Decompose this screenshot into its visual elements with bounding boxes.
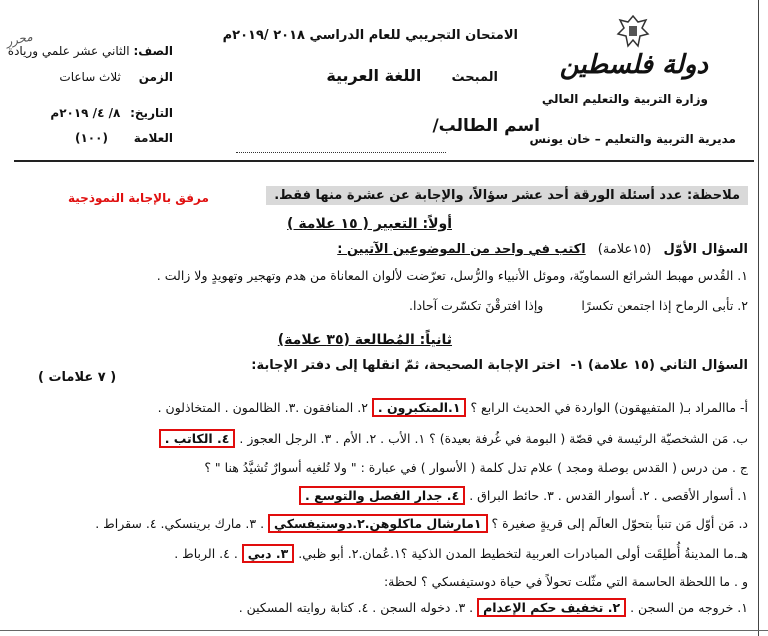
section1-title: أولاً: التعبير ( ١٥ علامة ) (287, 216, 452, 232)
subject-line (326, 66, 498, 85)
q1-item2 (409, 298, 748, 313)
q1-item2-a: تأبى الرماح إذا اجتمعن تكسرًا (581, 298, 734, 313)
d-answer-highlight: ١مارشال ماكلوهن.٢.دوستيفسكي (268, 514, 487, 533)
b-stem: ب. مَن الشخصيّة الرئيسة في قصّة ( البومة في غُرفة بعيدة) ؟ ١. الأب . ٢. الأم . ٣. الرجل العجوز . (239, 431, 748, 446)
bottom-border-line (0, 630, 768, 631)
date-label: التاريخ: (130, 106, 173, 120)
b-answer-highlight: ٤. الكاتب . (159, 429, 236, 448)
time-value: ثلاث ساعات (59, 70, 121, 84)
q2-item-c: ج . من درس ( القدس بوصلة ومجد ) علام تدل كلمة ( الأسوار ) في عبارة : " ولا تُلغيه أسوارٌ تُشيَّدُ هنا " ؟ (204, 460, 748, 475)
date-value: ٨/ ٤/ ٢٠١٩م (50, 106, 121, 120)
student-name-dotted-line (236, 152, 446, 153)
q1-instruction: اكتب في واحد من الموضوعين الآتيين : (337, 242, 586, 257)
d-rest: . ٣. مارك برينسكي. ٤. سقراط . (95, 516, 265, 531)
q1-marks: (١٥علامة) (597, 242, 652, 257)
time-line (59, 70, 173, 84)
logo-line1: دولة فلسطين (559, 50, 708, 80)
q2-item-b (159, 431, 748, 446)
e-rest: . ٤. الرباط . (174, 546, 238, 561)
q2-item-a (158, 400, 748, 415)
attached-answer-note: مرفق بالإجابة النموذجية (68, 191, 209, 205)
subject-value: اللغة العربية (326, 66, 422, 85)
mark-label: العلامة (133, 131, 173, 145)
c-opts: ١. أسوار الأقصى . ٢. أسوار القدس . ٣. حائط البراق . (469, 488, 748, 503)
q2-item-d (95, 516, 748, 531)
q1-item2-b: وإذا افترقْنَ تكسّرت آحادا. (409, 298, 544, 313)
subject-label: المبحث (451, 70, 498, 85)
a-stem: أ- ماالمراد بـ( المتفيهقون) الواردة في الحديث الرابع ؟ (470, 400, 748, 415)
section2-title: ثانياً: المُطالعة (٣٥ علامة) (277, 332, 452, 348)
q2-marks: ( ٧ علامات ) (38, 370, 117, 385)
header-separator (14, 160, 754, 162)
note-text: ملاحظة: عدد أسئلة الورقة أحد عشر سؤالاً، والإجابة عن عشرة منها فقط. (266, 186, 748, 205)
q2-item-f: و . ما اللحظة الحاسمة التي مثّلت تحولاً في حياة دوستيفسكي ؟ لحظة: (383, 574, 748, 589)
class-line (8, 44, 173, 58)
mark-value: (١٠٠) (75, 131, 108, 145)
handwritten-note: محرر (4, 29, 34, 49)
q1-label: السؤال الأوّل (663, 242, 748, 257)
logo-line2: وزارة التربية والتعليم العالي (541, 92, 708, 106)
q2-label: السؤال الثاني (١٥ علامة) (587, 358, 748, 373)
e-stem: هـ.ما المدينةُ أُطلِقَت أولى المبادرات العربية لتخطيط المدن الذكية ؟١.عُمان.٢. أبو ظبي. (298, 546, 748, 561)
q1-heading (337, 242, 748, 257)
f-answer-highlight: ٢. تخفيف حكم الإعدام (477, 598, 626, 617)
class-label: الصف: (133, 44, 173, 58)
directorate: مديرية التربية والتعليم – خان يونس (529, 132, 736, 146)
date-line (50, 106, 173, 120)
q2-item-e (174, 546, 748, 561)
q2-item-c-options (299, 488, 748, 503)
palestine-emblem-icon (616, 12, 650, 52)
q1-item2-num: ٢. (737, 298, 748, 313)
student-name-field: اسم الطالب/ (432, 116, 540, 136)
f-rest: . ٣. دخوله السجن . ٤. كتابة روايته المسكين . (238, 600, 474, 615)
mark-line (75, 131, 173, 145)
class-value: الثاني عشر علمي وريادة (7, 44, 130, 58)
right-border-line (758, 0, 759, 636)
c-answer-highlight: ٤. جدار الفصل والتوسع . (299, 486, 465, 505)
exam-title: الامتحان التجريبي للعام الدراسي ٢٠١٨ /٢٠١٩م (222, 28, 518, 43)
a-rest: ٢. المنافقون .٣. الظالمون . المتخاذلون . (157, 400, 368, 415)
q1-item1: ١. القُدس مهبط الشرائع السماويّة، وموئل الأنبياء والرُّسل، تعرّضت لألوان المعاناة من هدم وتهجير وتهويدٍ ولا زالت . (156, 268, 748, 283)
q2-instruction: اختر الإجابة الصحيحة، ثمّ انقلها إلى دفتر الإجابة: (251, 358, 561, 373)
d-stem: د. مَن أوّل مَن تنبأ بتحوّل العالَم إلى قريةٍ صغيرة ؟ (491, 516, 748, 531)
q2-item-f-options (239, 600, 748, 615)
q2-num: ١- (570, 358, 584, 373)
time-label: الزمن (138, 70, 173, 84)
e-answer-highlight: ٣. دبي (242, 544, 295, 563)
q2-heading (251, 358, 748, 373)
f-opt1: ١. خروجه من السجن . (630, 600, 748, 615)
a-answer-highlight: ١.المتكبرون . (372, 398, 467, 417)
